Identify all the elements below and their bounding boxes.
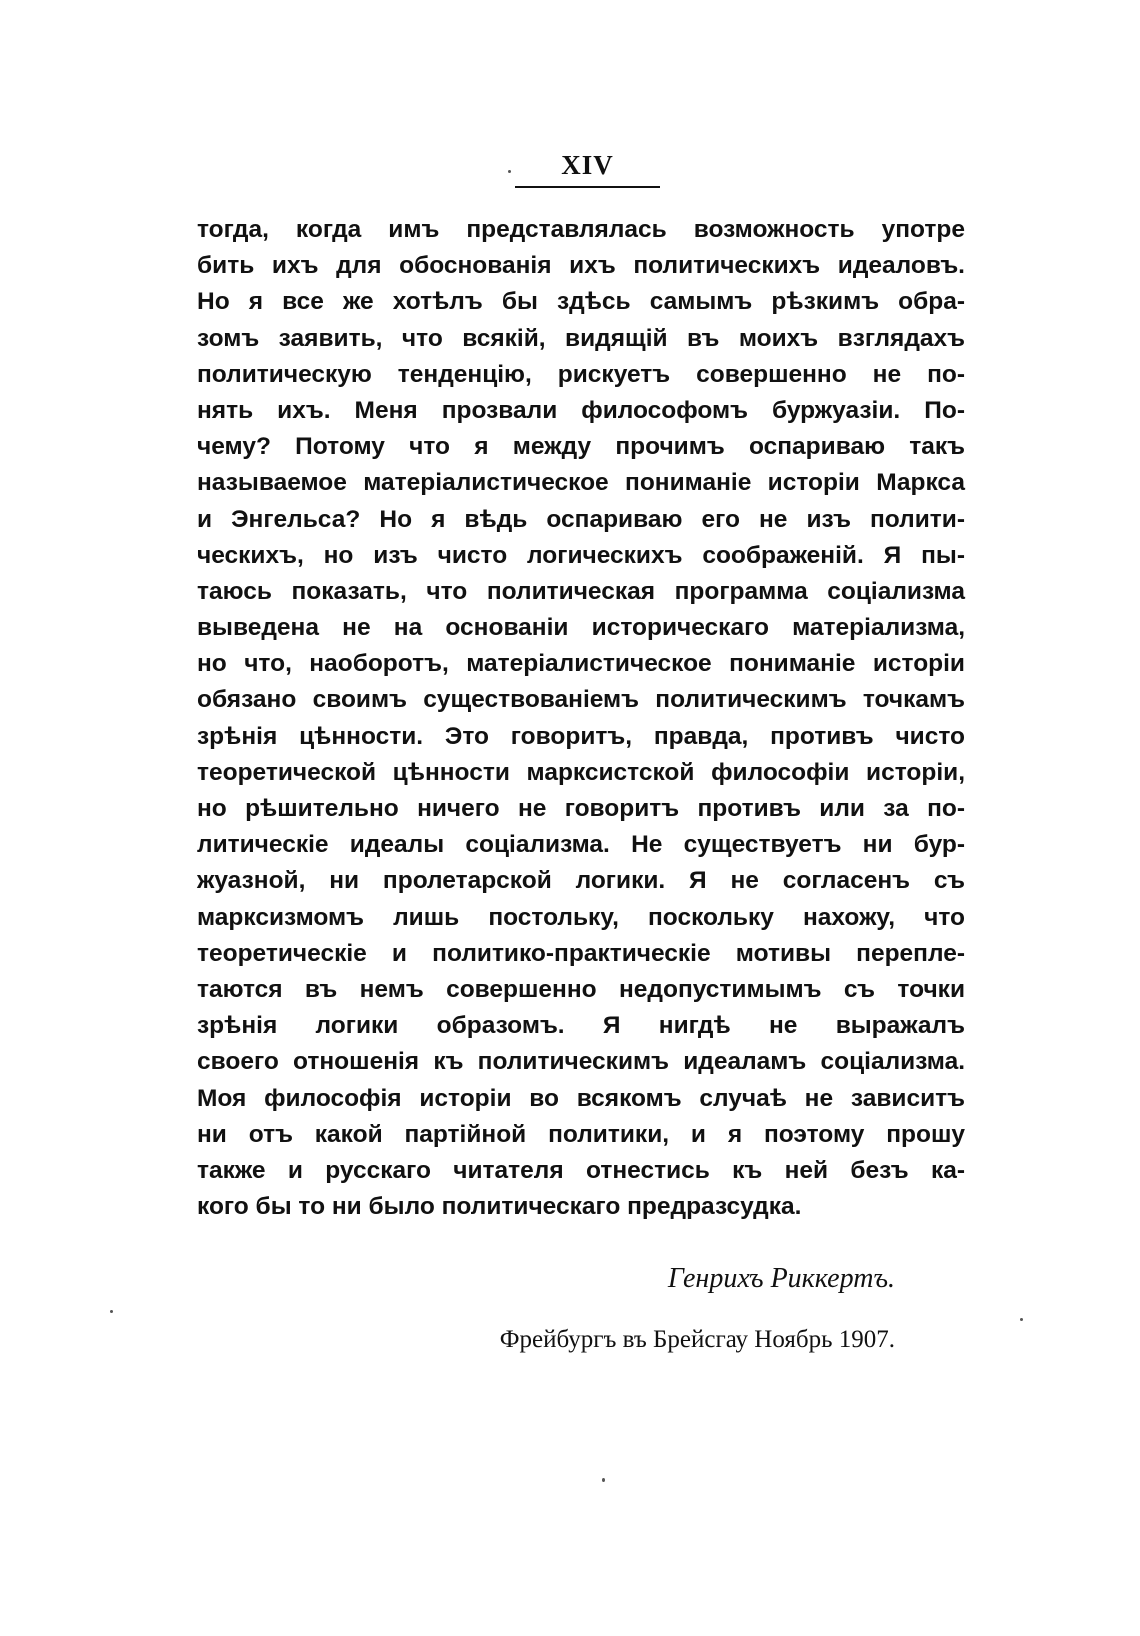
scan-speck <box>508 170 511 173</box>
text-line: зомъ заявить, что всякій, видящій въ моихъ взглядахъ <box>197 324 965 352</box>
text-line: литическіе идеалы соціализма. Не существуетъ ни бур- <box>197 831 965 859</box>
text-line: марксизмомъ лишь постольку, поскольку нахожу, что <box>197 903 965 931</box>
text-line: таются въ немъ совершенно недопустимымъ съ точки <box>197 975 965 1003</box>
text-line: тогда, когда имъ представлялась возможность употре <box>197 216 965 243</box>
text-line: обязано своимъ существованіемъ политическимъ точкамъ <box>197 686 965 714</box>
text-line: теоретической цѣнности марксистской философіи исторіи, <box>197 758 965 786</box>
text-line: но что, наоборотъ, матеріалистическое пониманіе исторіи <box>197 650 965 678</box>
text-line: и Энгельса? Но я вѣдь оспариваю его не изъ полити- <box>197 505 965 533</box>
text-line: кого бы то ни было политическаго предразсудка. <box>197 1193 802 1221</box>
text-line: но рѣшительно ничего не говоритъ противъ или за по- <box>197 795 965 822</box>
text-line: нять ихъ. Меня прозвали философомъ буржуазіи. По- <box>197 396 965 424</box>
scan-speck <box>602 1478 605 1482</box>
text-line: ни отъ какой партійной политики, и я поэтому прошу <box>197 1120 965 1148</box>
author-signature: Генрихъ Риккертъ. <box>667 1263 895 1294</box>
text-line: также и русскаго читателя отнестись къ ней безъ ка- <box>197 1156 965 1184</box>
text-line: жуазной, ни пролетарской логики. Я не согласенъ съ <box>197 867 965 895</box>
text-line: зрѣнія цѣнности. Это говоритъ, правда, противъ чисто <box>197 722 965 750</box>
scan-speck <box>110 1310 113 1313</box>
text-line: таюсь показать, что политическая программа соціализма <box>197 577 965 605</box>
text-line: политическую тенденцію, рискуетъ совершенно не по- <box>197 360 965 388</box>
scan-speck <box>1020 1318 1023 1321</box>
text-line: ческихъ, но изъ чисто логическихъ соображеній. Я пы- <box>197 541 965 569</box>
text-line: Моя философія исторіи во всякомъ случаѣ не зависитъ <box>197 1084 965 1112</box>
text-line: своего отношенія къ политическимъ идеаламъ соціализма. <box>197 1048 965 1076</box>
text-line: выведена не на основаніи историческаго матеріализма, <box>197 614 965 642</box>
page-number: XIV <box>561 150 614 180</box>
text-line: бить ихъ для обоснованія ихъ политическихъ идеаловъ. <box>197 252 965 280</box>
body-text <box>197 212 965 1225</box>
text-line: чему? Потому что я между прочимъ оспариваю такъ <box>197 433 965 461</box>
text-line: называемое матеріалистическое пониманіе исторіи Маркса <box>197 469 965 497</box>
header-rule <box>515 186 660 188</box>
text-line: зрѣнія логики образомъ. Я нигдѣ не выражалъ <box>197 1012 965 1040</box>
text-line: теоретическіе и политико-практическіе мотивы перепле- <box>197 939 965 967</box>
text-line: Но я все же хотѣлъ бы здѣсь самымъ рѣзкимъ обра- <box>197 288 965 316</box>
place-date-line: Фрейбургъ въ Брейсгау Ноябрь 1907. <box>499 1326 895 1353</box>
